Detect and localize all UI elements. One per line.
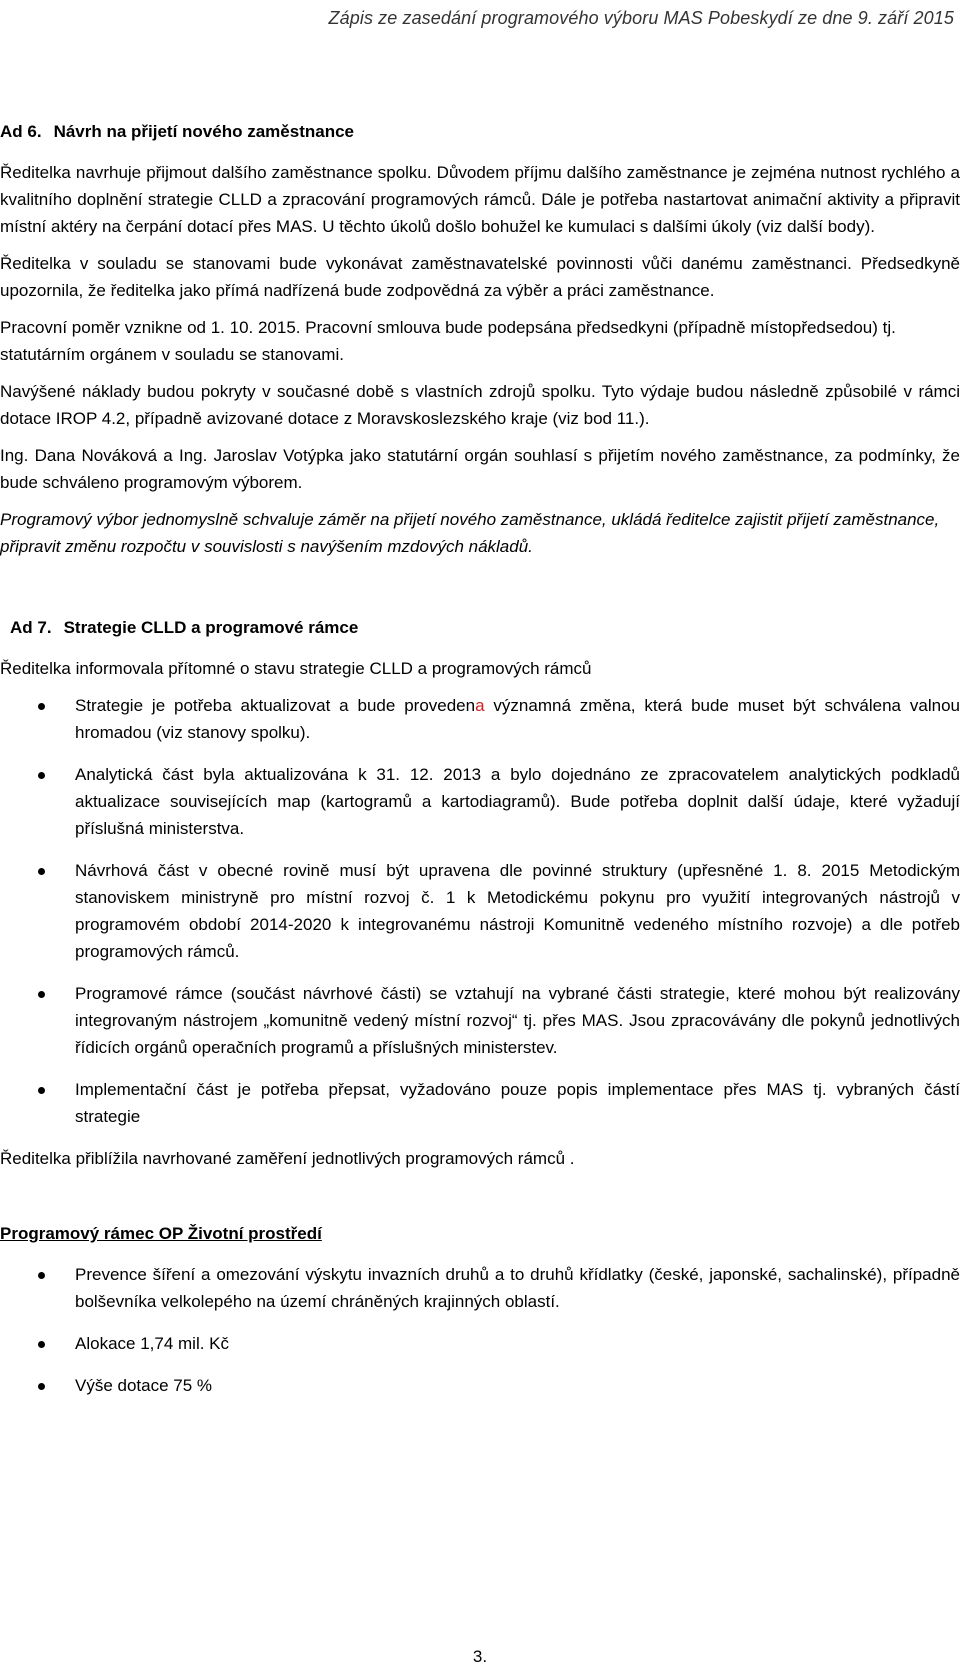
page-number: 3.: [472, 1647, 488, 1666]
section-6-title: Návrh na přijetí nového zaměstnance: [53, 122, 354, 141]
bullet-icon: [38, 1383, 45, 1390]
list-item: Prevence šíření a omezování výskytu invazních druhů a to druhů křídlatky (české, japonské, sachalinské), případně bolševníka velkolepého na území chráněných krajinných oblastí.: [0, 1261, 960, 1315]
list-item: Analytická část byla aktualizována k 31. 12. 2013 a bylo dojednáno ze zpracovatelem analytických podkladů aktualizace souvisejících map (kartogramů a kartodiagramů). Bude potřeba doplnit další údaje, které vyžadují příslušná ministerstva.: [0, 761, 960, 842]
section-7-number: Ad 7.: [10, 618, 52, 637]
list-item: Návrhová část v obecné rovině musí být upravena dle povinné struktury (upřesněné 1. 8. 2015 Metodickým stanoviskem ministryně pro místní rozvoj č. 1 k Metodickému pokynu pro využití integrovaných nástrojů v programovém období 2014-2020 k integrovanému nástroji Komunitně vedeného místního rozvoje) a dle potřeb programových rámců.: [0, 857, 960, 965]
paragraph: Ředitelka navrhuje přijmout dalšího zaměstnance spolku. Důvodem příjmu dalšího zaměstnance je zejména nutnost rychlého a kvalitního doplnění strategie CLLD a zpracování programových rámců. Dále je potřeba nastartovat animační aktivity a připravit místní aktéry na čerpání dotací přes MAS. U těchto úkolů došlo bohužel ke kumulaci s dalšími úkoly (viz další body).: [0, 163, 960, 236]
framework-heading: [0, 1220, 960, 1247]
bullet-icon: [38, 991, 45, 998]
list-item: Alokace 1,74 mil. Kč: [0, 1330, 960, 1357]
paragraph: Pracovní poměr vznikne od 1. 10. 2015. Pracovní smlouva bude podepsána předsedkyni (případně místopředsedou) tj. statutárním orgánem v souladu se stanovami.: [0, 318, 896, 364]
strategy-bullet-list: [0, 692, 960, 1130]
bullet-icon: [38, 703, 45, 710]
highlighted-letter: a: [475, 696, 485, 715]
bullet-icon: [38, 1272, 45, 1279]
section-7-intro: Ředitelka informovala přítomné o stavu strategie CLLD a programových rámců: [0, 659, 592, 678]
paragraph: Ing. Dana Nováková a Ing. Jaroslav Votýpka jako statutární orgán souhlasí s přijetím nového zaměstnance, za podmínky, že bude schváleno programovým výborem.: [0, 446, 960, 492]
list-item: Programové rámce (součást návrhové části) se vztahují na vybrané části strategie, které mohou být realizovány integrovaným nástrojem „komunitně vedený místní rozvoj“ tj. přes MAS. Jsou zpracovávány dle pokynů jednotlivých řídicích orgánů operačních programů a příslušných ministerstev.: [0, 980, 960, 1061]
list-item: Výše dotace 75 %: [0, 1372, 960, 1399]
section-6-number: Ad 6.: [0, 122, 42, 141]
list-item: Implementační část je potřeba přepsat, vyžadováno pouze popis implementace přes MAS tj. vybraných částí strategie: [0, 1076, 960, 1130]
bullet-icon: [38, 772, 45, 779]
section-7-heading: [0, 614, 960, 641]
bullet-icon: [38, 868, 45, 875]
bullet-icon: [38, 1341, 45, 1348]
section-7-closing: Ředitelka přiblížila navrhované zaměření jednotlivých programových rámců .: [0, 1149, 575, 1168]
paragraph: Navýšené náklady budou pokryty v současné době s vlastních zdrojů spolku. Tyto výdaje budou následně způsobilé v rámci dotace IROP 4.2, případně avizované dotace z Moravskoslezského kraje (viz bod 11.).: [0, 382, 960, 428]
paragraph: Ředitelka v souladu se stanovami bude vykonávat zaměstnavatelské povinnosti vůči danému zaměstnanci. Předsedkyně upozornila, že ředitelka jako přímá nadřízená bude zodpovědná za výběr a práci zaměstnance.: [0, 254, 960, 300]
section-7-title: Strategie CLLD a programové rámce: [63, 618, 359, 637]
list-item: Strategie je potřeba aktualizovat a bude provedena významná změna, která bude muset být schválena valnou hromadou (viz stanovy spolku).: [0, 692, 960, 746]
framework-title: Programový rámec OP Životní prostředí: [0, 1224, 322, 1243]
framework-bullet-list: [0, 1261, 960, 1399]
resolution-text: Programový výbor jednomyslně schvaluje záměr na přijetí nového zaměstnance, ukládá ředitelce zajistit přijetí zaměstnance, připravit změnu rozpočtu v souvislosti s navýšením mzdových nákladů.: [0, 510, 940, 556]
page-header: Zápis ze zasedání programového výboru MAS Pobeskydí ze dne 9. září 2015: [328, 8, 954, 28]
document-body: [0, 118, 960, 1414]
bullet-icon: [38, 1087, 45, 1094]
section-6-heading: [0, 118, 960, 145]
